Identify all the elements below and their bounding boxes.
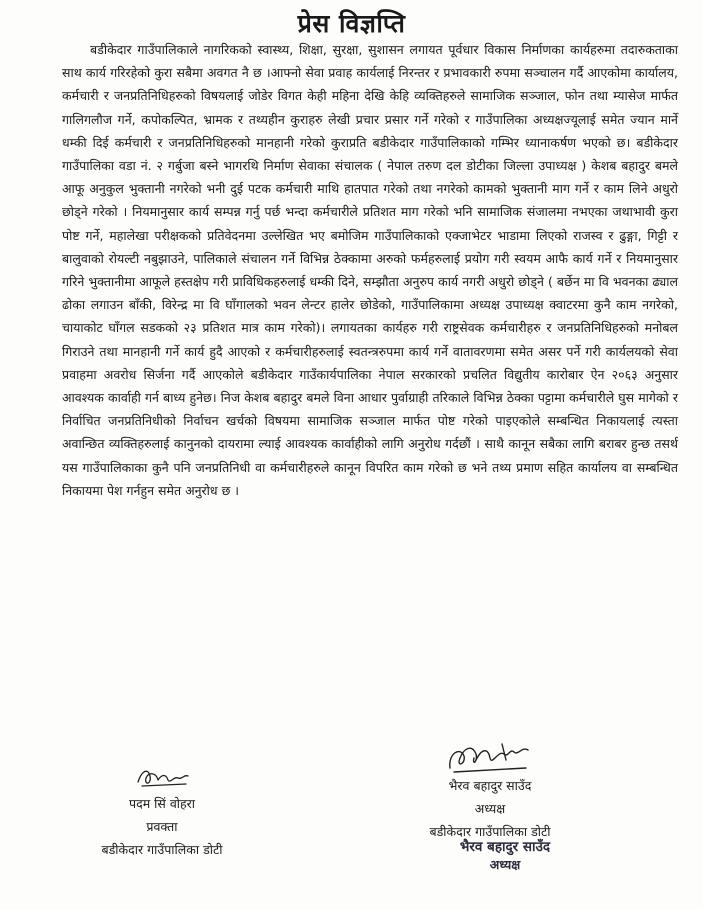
document-body (62, 38, 678, 502)
signature-block-chairperson (400, 772, 580, 843)
body-paragraph: बडीकेदार गाउँपालिकाले नागरिकको स्वास्थ्य, शिक्षा, सुरक्षा, सुशासन लगायत पूर्वधार विकास निर्माणका कार्यहरुमा तदारुकताका साथ कार्य गरिरहेको कुरा सबैमा अवगत नै छ ।आफ्नो सेवा प्रवाह कार्यलाई निरन्तर र प्रभावकारी रुपमा सञ्चालन गर्दै आएकोमा कार्यालय, कर्मचारी र जनप्रतिनिधिहरुको विषयलाई जोडेर विगत केही महिना देखि केहि व्यक्तिहरुले सामाजिक सञ्जाल, फोन तथा म्यासेज मार्फत गालिगलौज गर्ने, कपोकल्पित, भ्रामक र तथ्यहीन कुराहरु लेखी प्रचार प्रसार गर्ने गरेको र गाउँपालिका अध्यक्षज्यूलाई समेत ज्यान मार्ने धम्की दिई कर्मचारी र जनप्रतिनिधिहरुको मानहानी गरेको कुराप्रति बडीकेदार गाउँपालिकाको गम्भिर ध्यानाकर्षण भएको छ। बडीकेदार गाउँपालिका वडा नं. २ गर्बुजा बस्ने भागरथि निर्माण सेवाका संचालक ( नेपाल तरुण दल डोटीका जिल्ला उपाध्यक्ष ) केशब बहादुर बमले आफू अनुकुल भुक्तानी नगरेको भनी दुई पटक कर्मचारी माथि हातपात गरेको तथा नगरेको कामको भुक्तानी माग गर्ने र काम लिने अधुरो छोड्ने गरेको । नियमानुसार कार्य सम्पन्न गर्नु पर्छ भन्दा कर्मचारीले प्रतिशत माग गरेको भनि सामाजिक संजालमा नभएका जथाभावी कुरा पोष्ट गर्ने, महालेखा परीक्षकको प्रतिवेदनमा उल्लेखित भए बमोजिम गाउँपालिकाको एक्जाभेटर भाडामा लिएको राजस्व र ढुङ्गा, गिट्टी र बालुवाको रोयल्टी नबुझाउने, पालिकाले संचालन गर्ने विभिन्न ठेक्कामा अरुको फर्महरुलाई प्रयोग गरी स्वयम आफै कार्य गर्ने र नियमानुसार गरिने भुक्तानीमा आफूले हस्तक्षेप गरी प्राविधिकहरुलाई धम्की दिने, सम्झौता अनुरुप कार्य नगरी अधुरो छोड्ने ( बर्छेन मा वि भवनका ढ्याल ढोका लगाउन बाँकी, विरेन्द्र मा वि घाँगालको भवन लेन्टर हालेर छोडेको, गाउँपालिकामा अध्यक्ष उपाध्यक्ष क्वाटरमा कुनै काम नगरेको, चायाकोट घाँगल सडकको २३ प्रतिशत मात्र काम गरेको)। लगायतका कार्यहरु गरी राष्ट्रसेवक कर्मचारीहरु र जनप्रतिनिधिहरुको मनोबल गिराउने तथा मानहानी गर्ने कार्य हुदै आएको र कर्मचारीहरुलाई स्वतन्त्ररुपमा कार्य गर्ने वातावरणमा समेत असर पर्ने गरी कार्यलयको सेवा प्रवाहमा अवरोध सिर्जना गर्दै आएकोले बडीकेदार गाउँकार्यपालिका नेपाल सरकारको प्रचलित विद्युतीय कारोबार ऐन २०६३ अनुसार आवश्यक कार्वाही गर्न बाध्य हुनेछ। निज केशब बहादुर बमले विना आधार पुर्वाग्राही तरिकाले विभिन्न ठेक्का पट्टामा कर्मचारीले घुस मागेको र निर्वाचित जनप्रतिनिधीको निर्वाचन खर्चको विषयमा सामाजिक सञ्जाल मार्फत पोष्ट गरेको पाइएकोले सम्बन्धित निकायलाई त्यस्ता अवान्छित व्यक्तिहरुलाई कानुनको दायरामा ल्याई आवश्यक कार्वाहीको लागि अनुरोध गर्दछौं । साथै कानून सबैका लागि बराबर हुन्छ तसर्थ यस गाउँपालिकाका कुनै पनि जनप्रतिनिधी वा कर्मचारीहरुले कानून विपरित काम गरेको छ भने तथ्य प्रमाण सहित कार्यालय वा सम्बन्धित निकायमा पेश गर्नहुन समेत अनुरोध छ । (62, 42, 678, 498)
spokesperson-office: बडीकेदार गाउँपालिका डोटी (101, 842, 223, 857)
chairperson-stamp (430, 838, 580, 874)
document-title: प्रेस विज्ञप्ति (297, 9, 406, 38)
stamp-role: अध्यक्ष (489, 857, 521, 872)
spokesperson-role: प्रवक्ता (146, 819, 178, 834)
spokesperson-signature (132, 762, 192, 792)
chairperson-name: भैरव बहादुर साउँद (448, 778, 532, 793)
spokesperson-name: पदम सिं वोहरा (128, 796, 196, 811)
signature-block-spokesperson (62, 762, 262, 861)
chairperson-signature (442, 738, 534, 780)
chairperson-office: बडीकेदार गाउँपालिका डोटी (429, 824, 551, 839)
stamp-name: भैरव बहादुर साउँद (459, 839, 551, 855)
chairperson-role: अध्यक्ष (474, 801, 506, 816)
